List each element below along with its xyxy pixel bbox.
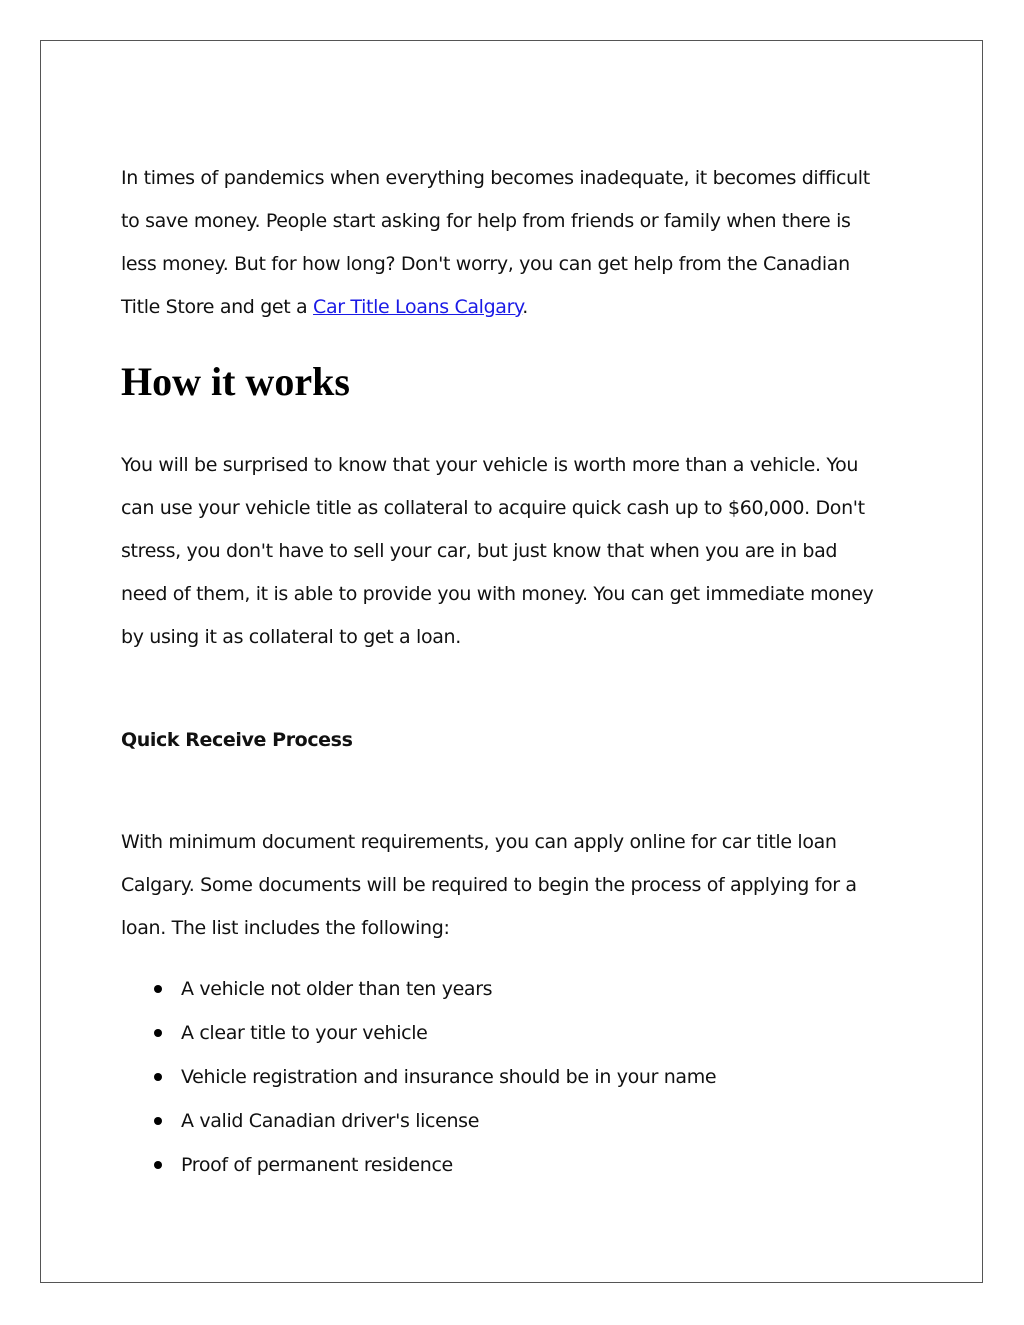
list-item-text: A vehicle not older than ten years [181, 978, 493, 1000]
subsection-heading: Quick Receive Process [121, 729, 353, 751]
paragraph-line: stress, you don't have to sell your car, but just know that when you are in bad [121, 540, 838, 562]
list-item [121, 1011, 716, 1055]
list-item [121, 1099, 716, 1143]
car-title-loans-calgary-link[interactable]: Car Title Loans Calgary [313, 296, 523, 318]
process-paragraph [121, 821, 921, 950]
requirements-list [121, 967, 716, 1187]
paragraph-line: With minimum document requirements, you can apply online for car title loan [121, 831, 837, 853]
paragraph-line: by using it as collateral to get a loan. [121, 626, 461, 648]
paragraph-line: can use your vehicle title as collateral to acquire quick cash up to $60,000. Don't [121, 497, 865, 519]
list-item-text: A valid Canadian driver's license [181, 1110, 480, 1132]
paragraph-line: less money. But for how long? Don't worry, you can get help from the Canadian [121, 253, 850, 275]
intro-paragraph [121, 157, 921, 329]
list-item-text: Proof of permanent residence [181, 1154, 453, 1176]
paragraph-line: to save money. People start asking for help from friends or family when there is [121, 210, 851, 232]
bullet-icon [154, 985, 162, 993]
list-item [121, 967, 716, 1011]
paragraph-line-last [121, 286, 921, 329]
paragraph-line: need of them, it is able to provide you with money. You can get immediate money [121, 583, 874, 605]
section-heading: How it works [121, 359, 350, 404]
paragraph-text: . [522, 296, 528, 318]
list-item-text: Vehicle registration and insurance should be in your name [181, 1066, 717, 1088]
bullet-icon [154, 1029, 162, 1037]
paragraph-text: Title Store and get a [121, 296, 314, 318]
list-item [121, 1143, 716, 1187]
paragraph-line: In times of pandemics when everything becomes inadequate, it becomes difficult [121, 167, 870, 189]
paragraph-line: loan. The list includes the following: [121, 917, 450, 939]
list-item-text: A clear title to your vehicle [181, 1022, 428, 1044]
how-it-works-paragraph [121, 444, 921, 659]
paragraph-line: Calgary. Some documents will be required to begin the process of applying for a [121, 874, 857, 896]
bullet-icon [154, 1117, 162, 1125]
list-item [121, 1055, 716, 1099]
bullet-icon [154, 1073, 162, 1081]
paragraph-line: You will be surprised to know that your vehicle is worth more than a vehicle. You [121, 454, 859, 476]
bullet-icon [154, 1161, 162, 1169]
